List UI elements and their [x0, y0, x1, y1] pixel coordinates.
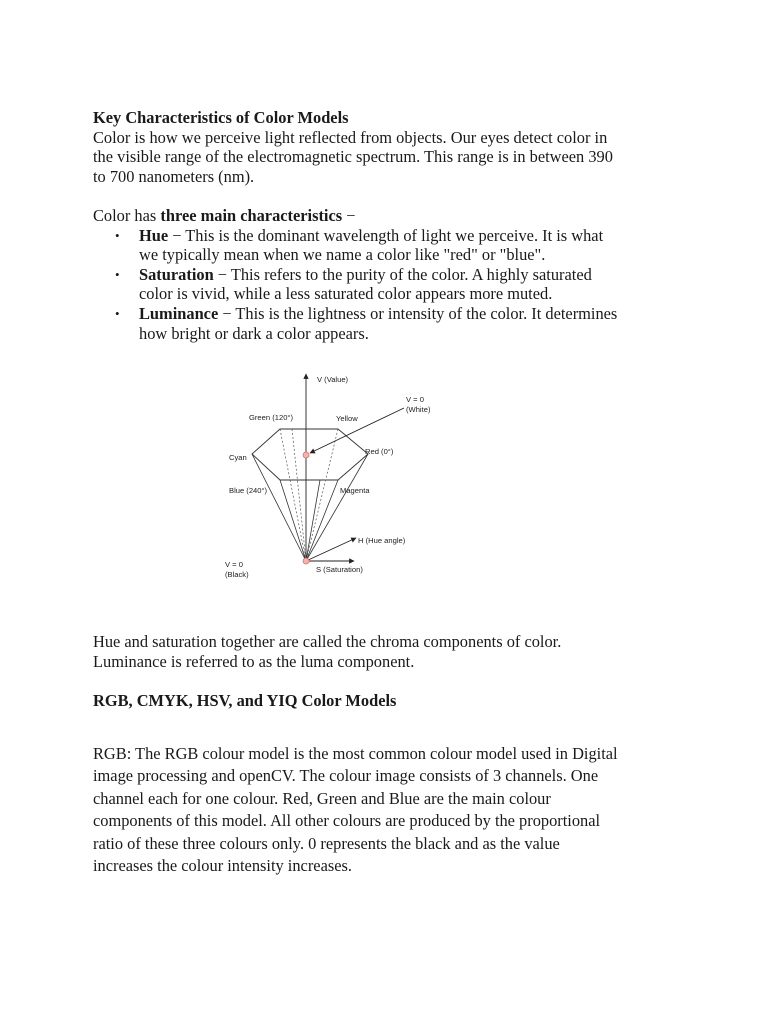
bullet-icon: •	[115, 227, 120, 243]
white-v-label: V = 0	[406, 395, 424, 404]
blue-label: Blue (240°)	[229, 486, 268, 495]
characteristics-intro	[93, 206, 683, 226]
rgb-line: image processing and openCV. The colour image consists of 3 channels. One	[93, 766, 599, 786]
intro-line: Color is how we perceive light reflected from objects. Our eyes detect color in	[93, 127, 608, 147]
hexagon-top	[252, 429, 368, 480]
bullet-term: Hue	[139, 225, 169, 245]
rgb-paragraph	[93, 743, 618, 877]
black-v-label: V = 0	[225, 560, 243, 569]
bullet-text: color is vivid, while a less saturated color appears more muted.	[139, 284, 553, 304]
intro-line: the visible range of the electromagnetic spectrum. This range is in between 390	[93, 147, 613, 167]
list-item	[93, 265, 683, 304]
yellow-label: Yellow	[336, 414, 358, 423]
characteristics-suffix: −	[342, 205, 356, 225]
section-title: Key Characteristics of Color Models	[93, 108, 349, 127]
rgb-line: ratio of these three colours only. 0 represents the black and as the value	[93, 833, 560, 853]
value-axis-label: V (Value)	[317, 375, 349, 384]
hidden-edges	[280, 429, 338, 561]
hsv-hexcone-diagram	[222, 368, 442, 583]
bullet-icon: •	[115, 305, 120, 321]
black-point	[303, 558, 309, 564]
hue-angle-label: H (Hue angle)	[358, 536, 406, 545]
rgb-line: increases the colour intensity increases.	[93, 856, 352, 876]
rgb-line: RGB: The RGB colour model is the most common colour model used in Digital	[93, 744, 618, 763]
intro-line: to 700 nanometers (nm).	[93, 166, 255, 186]
characteristics-list	[93, 226, 683, 344]
green-label: Green (120°)	[249, 413, 293, 422]
rgb-line: channel each for one colour. Red, Green and Blue are the main colour	[93, 788, 551, 808]
bullet-text: how bright or dark a color appears.	[139, 323, 369, 343]
bullet-text: − This is the lightness or intensity of the color. It determines	[218, 303, 618, 323]
bullet-text: − This refers to the purity of the color. A highly saturated	[213, 264, 592, 284]
cyan-label: Cyan	[229, 453, 247, 462]
bullet-text: − This is the dominant wavelength of light we perceive. It is what	[168, 225, 604, 245]
chroma-line: Luminance is referred to as the luma component.	[93, 651, 415, 671]
bullet-term: Luminance	[139, 303, 219, 323]
section-title: RGB, CMYK, HSV, and YIQ Color Models	[93, 691, 397, 710]
list-item	[93, 226, 683, 265]
list-item	[93, 304, 683, 343]
black-label: (Black)	[225, 570, 249, 579]
bullet-term: Saturation	[139, 264, 214, 284]
chroma-line: Hue and saturation together are called the chroma components of color.	[93, 632, 562, 651]
characteristics-bold: three main characteristics	[160, 205, 343, 225]
document-body	[93, 108, 683, 343]
white-label: (White)	[406, 405, 431, 414]
red-label: Red (0°)	[365, 447, 394, 456]
bullet-icon: •	[115, 266, 120, 282]
chroma-paragraph	[93, 632, 561, 671]
bullet-text: we typically mean when we name a color like "red" or "blue".	[139, 245, 546, 265]
characteristics-prefix: Color has	[93, 205, 161, 225]
white-point	[303, 452, 309, 458]
magenta-label: Magenta	[340, 486, 370, 495]
saturation-label: S (Saturation)	[316, 565, 363, 574]
rgb-line: components of this model. All other colours are produced by the proportional	[93, 811, 601, 831]
